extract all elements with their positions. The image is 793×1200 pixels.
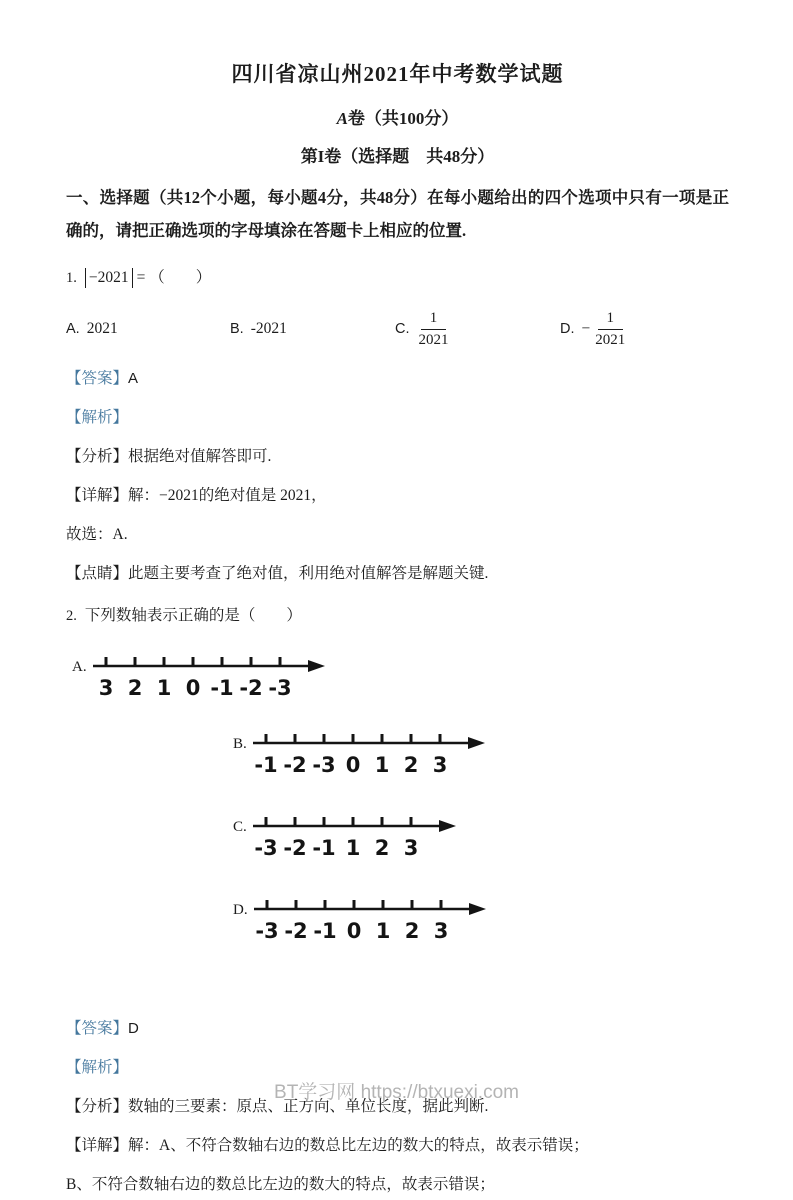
paper-a-heading (66, 104, 729, 129)
option-d (560, 309, 625, 350)
question-1-dianjing: 【点睛】此题主要考查了绝对值，利用绝对值解答是解题关键. (66, 565, 489, 582)
question-1-stem (66, 263, 729, 293)
svg-text:-1: -1 (254, 753, 278, 777)
question-2-line-b: B、不符合数轴右边的数总比左边的数大的特点，故表示错误； (66, 1176, 495, 1193)
page-title: 四川省凉山州2021年中考数学试题 (231, 62, 564, 86)
option-d-minus: − (581, 320, 591, 337)
numberline-b-label: B. (233, 736, 247, 752)
question-1-options (66, 303, 729, 355)
paper-a-letter: A (336, 109, 348, 128)
svg-text:3: 3 (432, 753, 448, 777)
svg-text:3: 3 (403, 836, 419, 860)
question-1-analysis-head (66, 402, 729, 433)
question-1-tail: = （ ） (136, 269, 212, 286)
fraction-denominator: 2021 (595, 331, 626, 348)
svg-text:-2: -2 (283, 919, 308, 943)
arrowhead (469, 903, 486, 915)
svg-text:-2: -2 (283, 836, 307, 860)
svg-text:2: 2 (127, 676, 142, 700)
option-c-label: C. (395, 321, 410, 337)
numberline-d-diagram (254, 896, 489, 955)
answer-letter: D (128, 1020, 139, 1037)
option-b-value: -2021 (250, 320, 287, 337)
option-a (66, 320, 230, 338)
option-c (395, 309, 560, 350)
numberline-c-diagram (253, 813, 459, 872)
numberline-option-a (72, 653, 729, 712)
numberline-c-label: C. (233, 819, 247, 835)
option-d-label: D. (560, 321, 575, 337)
svg-text:1: 1 (156, 676, 171, 700)
svg-text:1: 1 (345, 836, 361, 860)
svg-text:1: 1 (375, 919, 390, 943)
numberline-svg (254, 896, 489, 950)
numberline-a-label: A. (72, 659, 87, 675)
section-instructions: 一、选择题（共12个小题，每小题4分，共48分）在每小题给出的四个选项中只有一项是正确的，请把正确选项的字母填涂在答题卡上相应的位置. (66, 188, 729, 240)
question-2-text: 下列数轴表示正确的是（ ） (84, 607, 302, 624)
svg-text:-1: -1 (312, 919, 337, 943)
svg-text:-1: -1 (209, 676, 234, 700)
svg-text:-1: -1 (312, 836, 336, 860)
question-2-answer-block (66, 1013, 729, 1200)
svg-text:2: 2 (404, 919, 419, 943)
option-c-fraction (419, 309, 449, 350)
option-b-label: B. (230, 321, 244, 337)
svg-text:-3: -3 (312, 753, 336, 777)
site-watermark (0, 1077, 793, 1104)
numberline-svg (253, 730, 488, 784)
svg-text:-3: -3 (254, 836, 278, 860)
svg-text:0: 0 (345, 753, 361, 777)
option-a-label: A. (66, 321, 80, 337)
option-d-fraction (595, 309, 625, 350)
svg-text:0: 0 (346, 919, 361, 943)
numberline-b-diagram (253, 730, 488, 789)
svg-text:-2: -2 (283, 753, 307, 777)
numberline-svg (253, 813, 459, 867)
question-2-stem (66, 601, 729, 631)
option-a-value: 2021 (86, 320, 118, 337)
svg-text:1: 1 (374, 753, 390, 777)
question-1-xiangjie: 【详解】解：−2021的绝对值是 2021， (66, 487, 327, 504)
arrowhead (468, 737, 485, 749)
svg-text:-2: -2 (238, 676, 263, 700)
svg-text:2: 2 (374, 836, 390, 860)
question-2-number: 2. (66, 608, 77, 624)
question-2-fenxi: 【分析】数轴的三要素：原点、正方向、单位长度，据此判断. (66, 1098, 489, 1115)
numberline-svg (93, 653, 328, 707)
svg-text:-3: -3 (254, 919, 279, 943)
question-2-answer (66, 1013, 729, 1044)
arrowhead (308, 660, 325, 672)
svg-text:3: 3 (433, 919, 448, 943)
numberline-d-label: D. (233, 902, 248, 918)
svg-text:3: 3 (98, 676, 113, 700)
question-1-number: 1. (66, 270, 77, 286)
analysis-label: 【解析】 (66, 1059, 129, 1076)
numberline-option-d (233, 896, 729, 955)
numberline-a-diagram (93, 653, 328, 712)
answer-label: 【答案】 (66, 370, 129, 387)
answer-letter: A (128, 370, 139, 387)
answer-label: 【答案】 (66, 1020, 129, 1037)
question-1-guxuan: 故选：A. (66, 526, 128, 543)
numberline-option-b (233, 730, 729, 789)
footer-link[interactable]: BT学习网 https://btxuexi.com (274, 1082, 519, 1103)
numberline-option-c (233, 813, 729, 872)
absolute-value-expression: −2021 (85, 268, 133, 288)
fraction-numerator: 1 (598, 309, 624, 330)
question-1-fenxi: 【分析】根据绝对值解答即可. (66, 448, 272, 465)
paper-a-rest: 卷（共100分） (347, 109, 459, 128)
option-b (230, 320, 395, 338)
analysis-label: 【解析】 (66, 409, 129, 426)
question-1-answer (66, 363, 729, 394)
question-2-xiangjie: 【详解】解：A、不符合数轴右边的数总比左边的数大的特点，故表示错误； (66, 1137, 589, 1154)
svg-text:2: 2 (403, 753, 419, 777)
svg-text:-3: -3 (267, 676, 292, 700)
fraction-numerator: 1 (421, 309, 447, 330)
fraction-denominator: 2021 (418, 331, 449, 348)
section-heading: 第I卷（选择题 共48分） (300, 147, 495, 166)
arrowhead (439, 820, 456, 832)
svg-text:0: 0 (185, 676, 200, 700)
